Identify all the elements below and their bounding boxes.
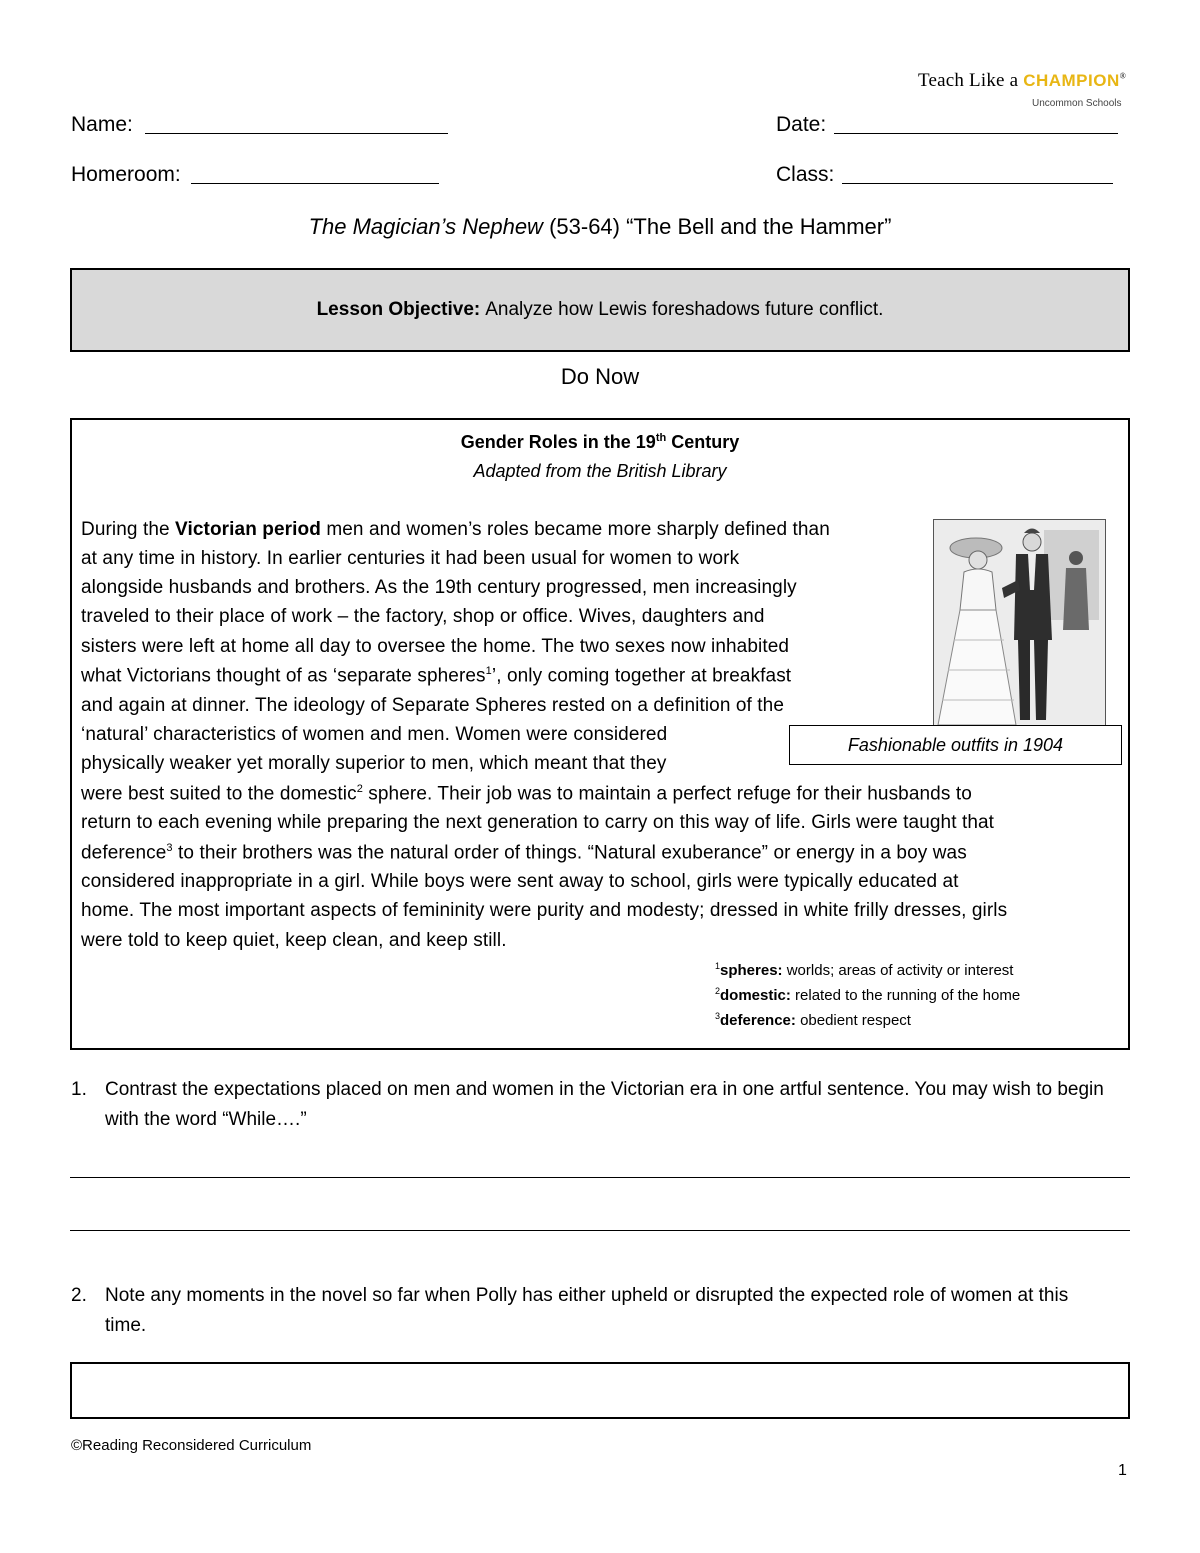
line-text: men and women’s roles became more sharply defined than bbox=[320, 519, 830, 540]
passage-title-sup: th bbox=[655, 432, 667, 444]
passage-title-main: Gender Roles in the 19 bbox=[460, 432, 656, 452]
passage-line bbox=[81, 783, 972, 805]
footnote-number: 3 bbox=[715, 1011, 721, 1021]
footnote-marker: 1 bbox=[485, 665, 492, 677]
class-label: Class: bbox=[776, 163, 835, 186]
footnote-term: domestic: bbox=[720, 987, 791, 1004]
footnote-term: spheres: bbox=[720, 962, 783, 979]
line-text: sphere. Their job was to maintain a perfect refuge for their husbands to bbox=[362, 783, 972, 805]
homeroom-field[interactable] bbox=[191, 183, 439, 184]
line-text: During the bbox=[81, 519, 176, 540]
page-number: 1 bbox=[1118, 1462, 1127, 1479]
objective-text: Analyze how Lewis foreshadows future conflict. bbox=[485, 299, 884, 320]
passage-line bbox=[81, 842, 967, 864]
victorian-fashion-illustration bbox=[933, 519, 1106, 726]
name-label: Name: bbox=[71, 113, 133, 136]
logo bbox=[918, 70, 1126, 92]
copyright-footer: ©Reading Reconsidered Curriculum bbox=[71, 1437, 312, 1454]
passage-line: sisters were left at home all day to oversee the home. The two sexes now inhabited bbox=[81, 636, 790, 657]
passage-line: at any time in history. In earlier centuries it had been usual for women to work bbox=[81, 548, 740, 569]
logo-mark: ® bbox=[1119, 71, 1127, 81]
footnote bbox=[715, 961, 1013, 979]
footnote-number: 1 bbox=[715, 961, 721, 971]
date-label: Date: bbox=[776, 113, 827, 136]
footnote-definition: worlds; areas of activity or interest bbox=[786, 962, 1014, 979]
question-1 bbox=[71, 1075, 1131, 1135]
page-title bbox=[0, 214, 1200, 240]
footnote bbox=[715, 986, 1020, 1004]
passage-line: home. The most important aspects of femininity were purity and modesty; dressed in white frilly dresses, girls bbox=[81, 900, 1008, 921]
footnote-term: deference: bbox=[720, 1012, 796, 1029]
question-text: Contrast the expectations placed on men and women in the Victorian era in one artful sentence. You may wish to begin with the word “While….” bbox=[105, 1079, 1104, 1130]
footnote-marker: 2 bbox=[356, 783, 363, 795]
passage-title bbox=[0, 432, 1200, 453]
chapter-title: (53-64) “The Bell and the Hammer” bbox=[542, 214, 892, 239]
logo-prefix: Teach Like a bbox=[918, 70, 1024, 91]
lesson-objective-box bbox=[70, 268, 1130, 352]
objective-label: Lesson Objective: bbox=[316, 299, 481, 320]
name-field[interactable] bbox=[145, 133, 448, 134]
logo-brand: CHAMPION bbox=[1023, 71, 1120, 90]
passage-line: were told to keep quiet, keep clean, and keep still. bbox=[81, 930, 507, 951]
question-number: 1. bbox=[71, 1079, 87, 1100]
class-field[interactable] bbox=[842, 183, 1113, 184]
question-2 bbox=[71, 1281, 1131, 1341]
footnote bbox=[715, 1011, 911, 1029]
answer-box[interactable] bbox=[70, 1362, 1130, 1419]
image-caption: Fashionable outfits in 1904 bbox=[789, 725, 1122, 765]
question-text: Note any moments in the novel so far when Polly has either upheld or disrupted the expected role of women at this time. bbox=[105, 1285, 1069, 1336]
line-text: deference bbox=[81, 842, 167, 864]
logo-subtitle: Uncommon Schools bbox=[1032, 98, 1122, 109]
line-text: were best suited to the domestic bbox=[81, 783, 357, 805]
passage-line bbox=[81, 665, 791, 687]
passage-line: alongside husbands and brothers. As the 19th century progressed, men increasingly bbox=[81, 577, 797, 598]
illustration-drawing bbox=[934, 520, 1105, 725]
line-text: what Victorians thought of as ‘separate spheres bbox=[81, 665, 486, 687]
answer-line[interactable] bbox=[70, 1177, 1130, 1178]
passage-subtitle: Adapted from the British Library bbox=[473, 461, 727, 481]
passage-line: physically weaker yet morally superior to men, which meant that they bbox=[81, 753, 667, 774]
footnote-definition: related to the running of the home bbox=[795, 987, 1021, 1004]
question-number: 2. bbox=[71, 1285, 87, 1306]
do-now-heading: Do Now bbox=[560, 364, 640, 389]
answer-line[interactable] bbox=[70, 1230, 1130, 1231]
passage-line: ‘natural’ characteristics of women and men. Women were considered bbox=[81, 724, 668, 745]
passage-line bbox=[81, 519, 830, 541]
homeroom-label: Homeroom: bbox=[71, 163, 181, 186]
footnote-definition: obedient respect bbox=[800, 1012, 911, 1029]
passage-line: traveled to their place of work – the factory, shop or office. Wives, daughters and bbox=[81, 606, 765, 627]
passage-line: and again at dinner. The ideology of Separate Spheres rested on a definition of the bbox=[81, 695, 785, 716]
passage-line: considered inappropriate in a girl. While boys were sent away to school, girls were typically educated at bbox=[81, 871, 959, 892]
footnote-marker: 3 bbox=[166, 842, 173, 854]
bold-term: Victorian period bbox=[175, 519, 321, 540]
line-text: to their brothers was the natural order of things. “Natural exuberance” or energy in a boy was bbox=[172, 842, 967, 864]
date-field[interactable] bbox=[834, 133, 1118, 134]
passage-line: return to each evening while preparing the next generation to carry on this way of life. Girls were taught that bbox=[81, 812, 995, 833]
book-title: The Magician’s Nephew bbox=[308, 214, 543, 239]
line-text: ’, only coming together at breakfast bbox=[491, 665, 792, 687]
footnote-number: 2 bbox=[715, 986, 721, 996]
passage-title-end: Century bbox=[666, 432, 740, 452]
